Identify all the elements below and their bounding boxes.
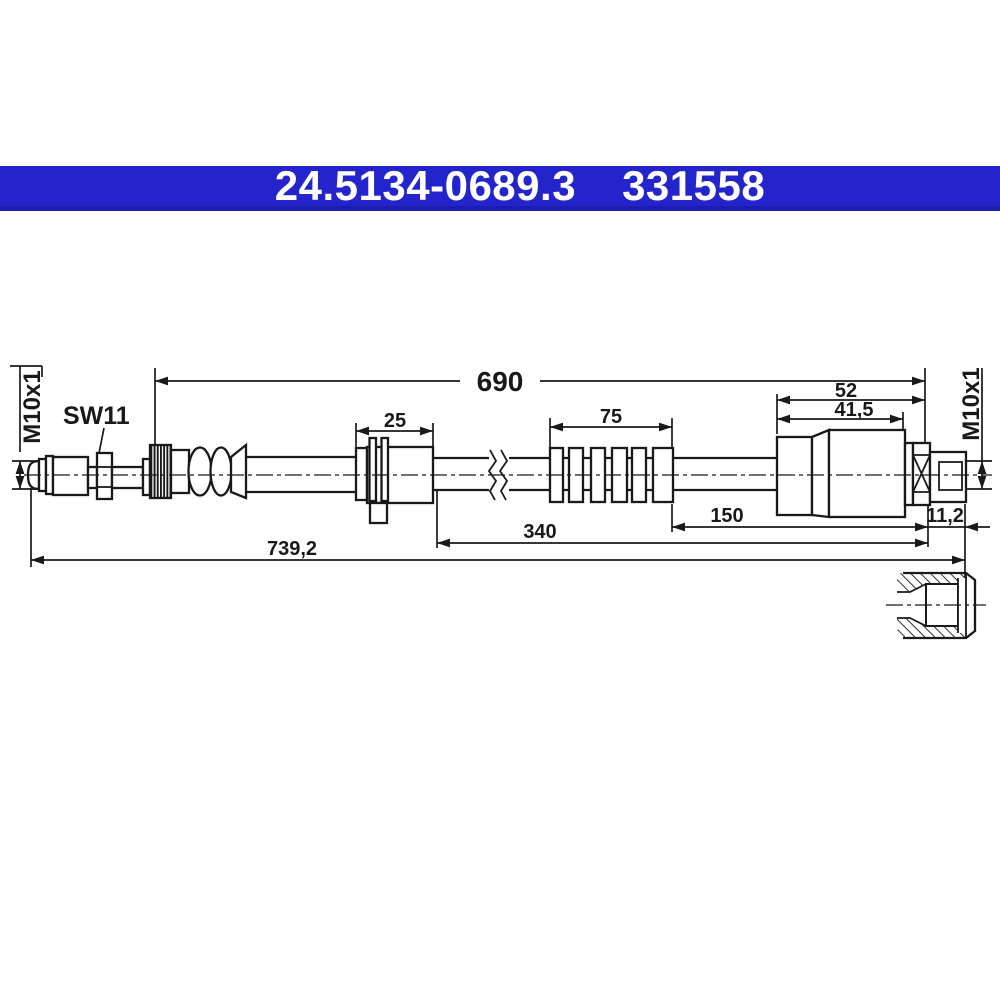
dim-mid-section: 340 bbox=[523, 521, 557, 543]
right-fitting bbox=[777, 430, 966, 517]
thread-left-label: M10x1 bbox=[19, 370, 46, 444]
part-number: 24.5134-0689.3 bbox=[274, 162, 577, 209]
crimp-ring bbox=[913, 443, 930, 505]
wrench-size-label bbox=[63, 402, 130, 453]
dim-free-length: 690 bbox=[476, 366, 524, 397]
dim-fitting-overall: 52 bbox=[834, 380, 858, 402]
dim-end-fitting: 11,2 bbox=[926, 505, 964, 527]
dimension-25 bbox=[356, 410, 433, 447]
hose-end-shell bbox=[171, 445, 246, 498]
wrench-size-text: SW11 bbox=[63, 402, 130, 430]
dimension-690 bbox=[155, 366, 925, 444]
grommet-bracket bbox=[356, 438, 433, 523]
dimension-75 bbox=[550, 406, 672, 447]
dim-grommet-width: 25 bbox=[383, 410, 407, 432]
reference-number: 331558 bbox=[622, 162, 766, 209]
dim-total-length: 739,2 bbox=[266, 538, 318, 560]
thread-port-detail-section bbox=[886, 571, 986, 640]
thread-right-label: M10x1 bbox=[958, 367, 985, 441]
dimension-41-5 bbox=[777, 399, 903, 429]
left-fitting bbox=[28, 453, 150, 499]
dim-end-section: 150 bbox=[710, 505, 744, 527]
knurled-collar bbox=[150, 445, 171, 498]
dim-fitting-body: 41,5 bbox=[834, 399, 874, 421]
dimension-11-2 bbox=[926, 504, 990, 578]
hex-nut bbox=[97, 453, 112, 499]
dim-sleeve-length: 75 bbox=[599, 406, 623, 428]
end-cap bbox=[930, 452, 966, 502]
